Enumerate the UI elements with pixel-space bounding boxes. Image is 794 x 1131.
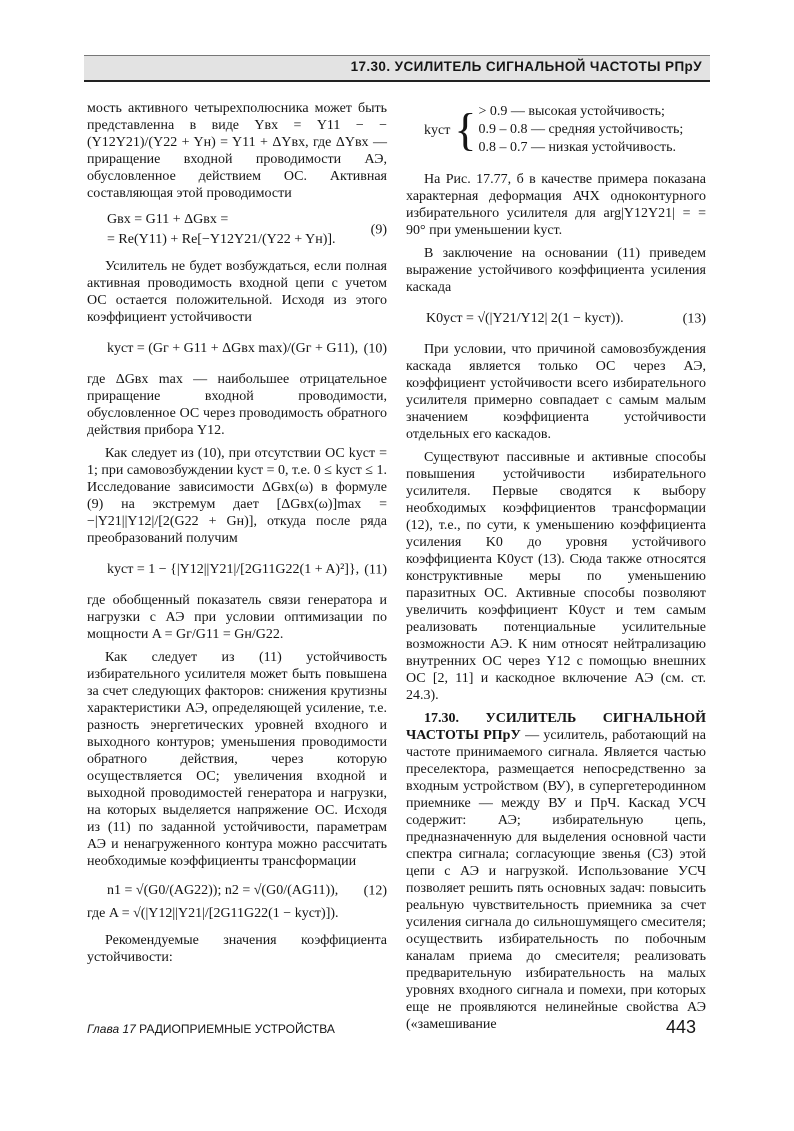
formula-10-body: kуст = (Gг + G11 + ΔGвх max)/(Gг + G11), xyxy=(107,341,359,356)
stability-medium: 0.9 – 0.8 — средняя устойчивость; xyxy=(478,122,684,137)
formula-13-number: (13) xyxy=(682,311,706,326)
formula-12 xyxy=(87,882,387,899)
formula-13-body: K0уст = √(|Y21/Y12| 2(1 − kуст)). xyxy=(426,311,624,326)
left-paragraph-5: где обобщенный показатель связи генератора и нагрузки с АЭ при условии оптимизации по мощности A = Gг/G11 = Gн/G22. xyxy=(87,593,387,642)
running-header-title: 17.30. УСИЛИТЕЛЬ СИГНАЛЬНОЙ ЧАСТОТЫ РПрУ xyxy=(350,59,702,74)
formula-12-number: (12) xyxy=(363,883,387,898)
left-column xyxy=(87,100,387,966)
right-column xyxy=(406,103,706,1033)
right-paragraph-1: На Рис. 17.77, б в качестве примера показана характерная деформация АЧХ одноконтурного избирательного усилителя для arg|Y12Y21| = = 90° при уменьшении kуст. xyxy=(406,172,706,238)
right-paragraph-2: В заключение на основании (11) приведем выражение устойчивого коэффициента усиления каскада xyxy=(406,246,706,295)
stability-low: 0.8 – 0.7 — низкая устойчивость. xyxy=(478,140,676,155)
formula-13 xyxy=(406,310,706,327)
right-paragraph-3: При условии, что причиной самовозбуждения каскада является только ОС через АЭ, коэффициент устойчивости всего избирательного усилителя примерно совпадает с самым малым значением коэффициента устойчивости отдельных его каскадов. xyxy=(406,342,706,442)
footer-chapter-number: Глава 17 xyxy=(87,1022,136,1036)
formula-11-body: kуст = 1 − {|Y12||Y21|/[2G11G22(1 + A)²]}, xyxy=(107,562,360,577)
footer-chapter xyxy=(87,1022,335,1036)
formula-12-body: n1 = √(G0/(AG22)); n2 = √(G0/(AG11)), xyxy=(107,883,339,898)
left-paragraph-6: Как следует из (11) устойчивость избирательного усилителя может быть повышена за счет следующих факторов: снижения крутизны характеристики АЭ, определяющей усиление, т.е. разность энергетических уровней входного и выходного контуров; уменьшения проводимости обратного действия, через которую осуществляется ОС; увеличения входной и выходной проводимостей генератора и нагрузки, на которых выделяется напряжение ОС. Исходя из (11) по заданной устойчивости, параметрам АЭ и ненагруженного контура можно рассчитать необходимые коэффициенты трансформации xyxy=(87,650,387,869)
section-heading: 17.30. УСИЛИТЕЛЬ СИГНАЛЬНОЙ ЧАСТОТЫ РПрУ xyxy=(406,711,706,743)
formula-9-line-1: Gвх = G11 + ΔGвх = xyxy=(107,212,229,227)
formula-12-where: где A = √(|Y12||Y21|/[2G11G22(1 − kуст)]). xyxy=(87,906,339,921)
curly-brace-icon: { xyxy=(454,104,477,155)
formula-9-line-2: = Re(Y11) + Re[−Y12Y21/(Y22 + Yн)]. xyxy=(107,232,336,247)
running-header-bar xyxy=(84,55,710,82)
formula-10-number: (10) xyxy=(363,341,387,356)
left-paragraph-4: Как следует из (10), при отсутствии ОС kуст = 1; при самовозбуждении kуст = 0, т.е. 0 ≤ kуст ≤ 1. Исследование зависимости ΔGвх(ω) в формуле (9) на экстремум дает [ΔGвх(ω)]max = −|Y21||Y12|/[2(G22 + Gн)], откуда после ряда преобразований получим xyxy=(87,446,387,546)
stability-label: kуст xyxy=(424,122,451,138)
formula-11 xyxy=(87,561,387,578)
formula-9-number: (9) xyxy=(370,222,387,238)
stability-high: > 0.9 — высокая устойчивость; xyxy=(478,104,665,119)
footer-chapter-title: РАДИОПРИЕМНЫЕ УСТРОЙСТВА xyxy=(139,1022,335,1036)
left-paragraph-3: где ΔGвх max — наибольшее отрицательное приращение входной проводимости, обусловленное ОС через проводимость обратного действия прибора Y12. xyxy=(87,372,387,438)
left-paragraph-2: Усилитель не будет возбуждаться, если полная активная проводимость входной цепи с учетом ОС остается положительной. Исходя из этого коэффициент устойчивости xyxy=(87,259,387,325)
stability-values-list xyxy=(406,103,706,157)
section-17-30 xyxy=(406,710,706,1033)
formula-9 xyxy=(87,210,387,250)
formula-11-number: (11) xyxy=(364,562,387,577)
formula-10 xyxy=(87,340,387,357)
left-paragraph-1: мость активного четырехполюсника может быть представленна в виде Yвх = Y11 − − (Y12Y21)/(Y22 + Yн) = Y11 + ΔYвх, где ΔYвх — приращение входной проводимости АЭ, обусловленное действием ОС. Активная составляющая этой проводимости xyxy=(87,101,387,201)
page-number: 443 xyxy=(666,1017,697,1037)
section-text: — усилитель, работающий на частоте принимаемого сигнала. Является частью преселектора, размещается непосредственно за входным устройством (ВУ), в супергетеродинном приемнике — между ВУ и ПрЧ. Каскад УСЧ содержит: АЭ; избирательную цепь, предназначенную для выделения основной части спектра сигнала; согласующие звенья (СЗ) этой цепи с АЭ и нагрузкой. Использование УСЧ позволяет решить пять основных задач: повысить реальную чувствительность приемника за счет усиления сигнала до сильношумящего смесителя; осуществить избирательность по побочным каналам приема до смесителя; реализовать предварительную избирательность на малых уровнях входного сигнала и помехи, при которых еще не проявляются нелинейные свойства АЭ («замешивание xyxy=(406,728,706,1032)
left-paragraph-7: Рекомендуемые значения коэффициента устойчивости: xyxy=(87,933,387,965)
right-paragraph-4: Существуют пассивные и активные способы повышения устойчивости избирательного усилителя. Первые сводятся к выбору необходимых коэффициентов трансформации (12), т.е., по сути, к уменьшению коэффициента усиления K0 до уровня устойчивого коэффициента K0уст (13). Сюда также относятся конструктивные меры по уменьшению паразитных ОС. Активные способы позволяют увеличить коэффициент K0уст и тем самым реализовать потенциальные усилительные возможности АЭ. К ним относят нейтрализацию внутренних ОС через Y12 с помощью внешних ОС [2, 11] и каскодное включение АЭ (см. ст. 24.3). xyxy=(406,450,706,703)
